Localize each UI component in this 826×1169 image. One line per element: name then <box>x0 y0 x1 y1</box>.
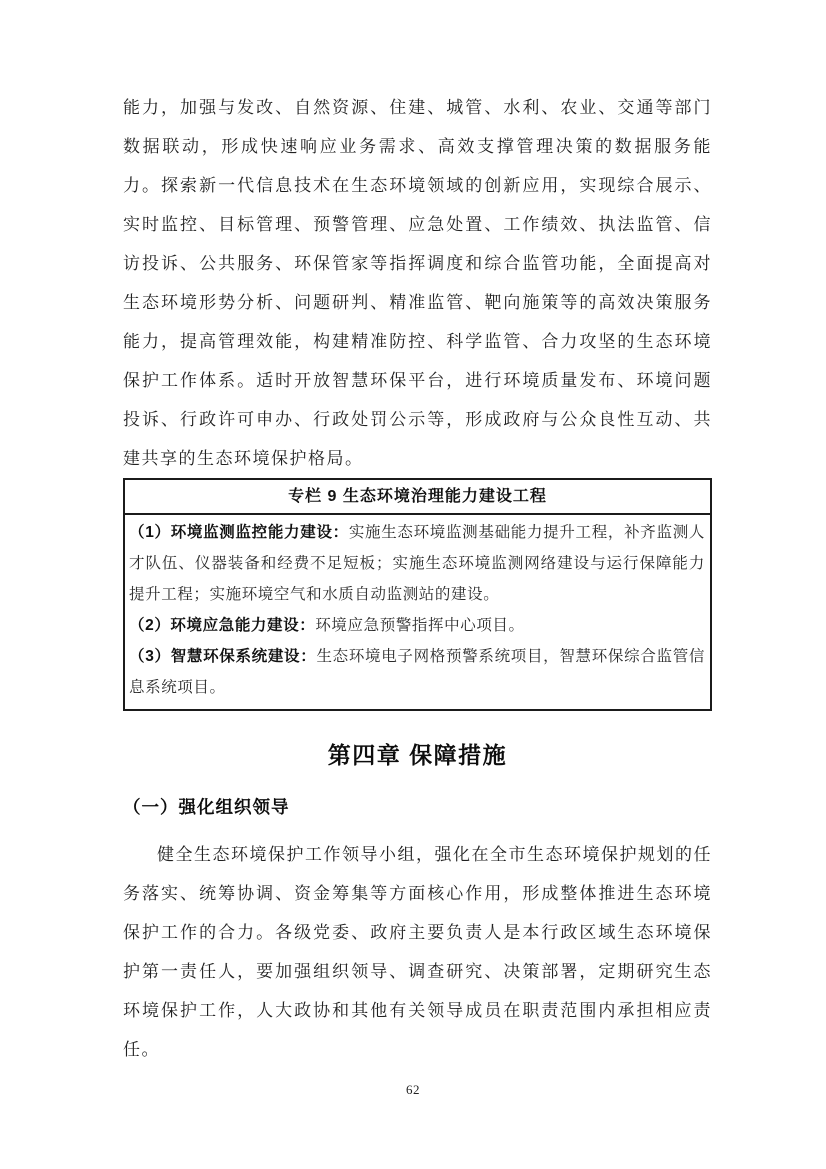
callout-item-smart-env <box>129 641 705 703</box>
section-heading: （一）强化组织领导 <box>123 797 290 817</box>
callout-box-body <box>125 515 710 709</box>
callout-box-title: 专栏 9 生态环境治理能力建设工程 <box>125 480 710 515</box>
callout-item-label: （3）智慧环保系统建设： <box>129 648 317 665</box>
callout-item-text: 实施生态环境监测基础能力提升工程，补齐监测人才队伍、仪器装备和经费不足短板；实施生态环境监测网络建设与运行保障能力提升工程；实施环境空气和水质自动监测站的建设。 <box>129 524 705 603</box>
page-content <box>123 0 712 1069</box>
callout-box-column-9 <box>123 478 712 711</box>
callout-item-text: 生态环境电子网格预警系统项目，智慧环保综合监管信息系统项目。 <box>129 648 706 696</box>
callout-item-label: （1）环境监测监控能力建设： <box>129 524 349 541</box>
callout-item-text: 环境应急预警指挥中心项目。 <box>315 617 525 634</box>
callout-item-label: （2）环境应急能力建设： <box>129 617 316 634</box>
body-paragraph-data-capability: 能力，加强与发改、自然资源、住建、城管、水利、农业、交通等部门数据联动，形成快速响应业务需求、高效支撑管理决策的数据服务能力。探索新一代信息技术在生态环境领域的创新应用，实现综合展示、实时监控、目标管理、预警管理、应急处置、工作绩效、执法监管、信访投诉、公共服务、环保管家等指挥调度和综合监管功能，全面提高对生态环境形势分析、问题研判、精准监管、靶向施策等的高效决策服务能力，提高管理效能，构建精准防控、科学监管、合力攻坚的生态环境保护工作体系。适时开放智慧环保平台，进行环境质量发布、环境问题投诉、行政许可申办、行政处罚公示等，形成政府与公众良性互动、共建共享的生态环境保护格局。 <box>123 98 712 468</box>
body-paragraph-organization-leadership: 健全生态环境保护工作领导小组，强化在全市生态环境保护规划的任务落实、统筹协调、资金筹集等方面核心作用，形成整体推进生态环境保护工作的合力。各级党委、政府主要负责人是本行政区域生态环境保护第一责任人，要加强组织领导、调查研究、决策部署，定期研究生态环境保护工作，人大政协和其他有关领导成员在职责范围内承担相应责任。 <box>123 845 712 1059</box>
callout-item-emergency <box>129 610 705 641</box>
chapter-heading: 第四章 保障措施 <box>327 742 508 768</box>
callout-item-monitoring <box>129 517 705 610</box>
page-number: 62 <box>406 1082 420 1097</box>
